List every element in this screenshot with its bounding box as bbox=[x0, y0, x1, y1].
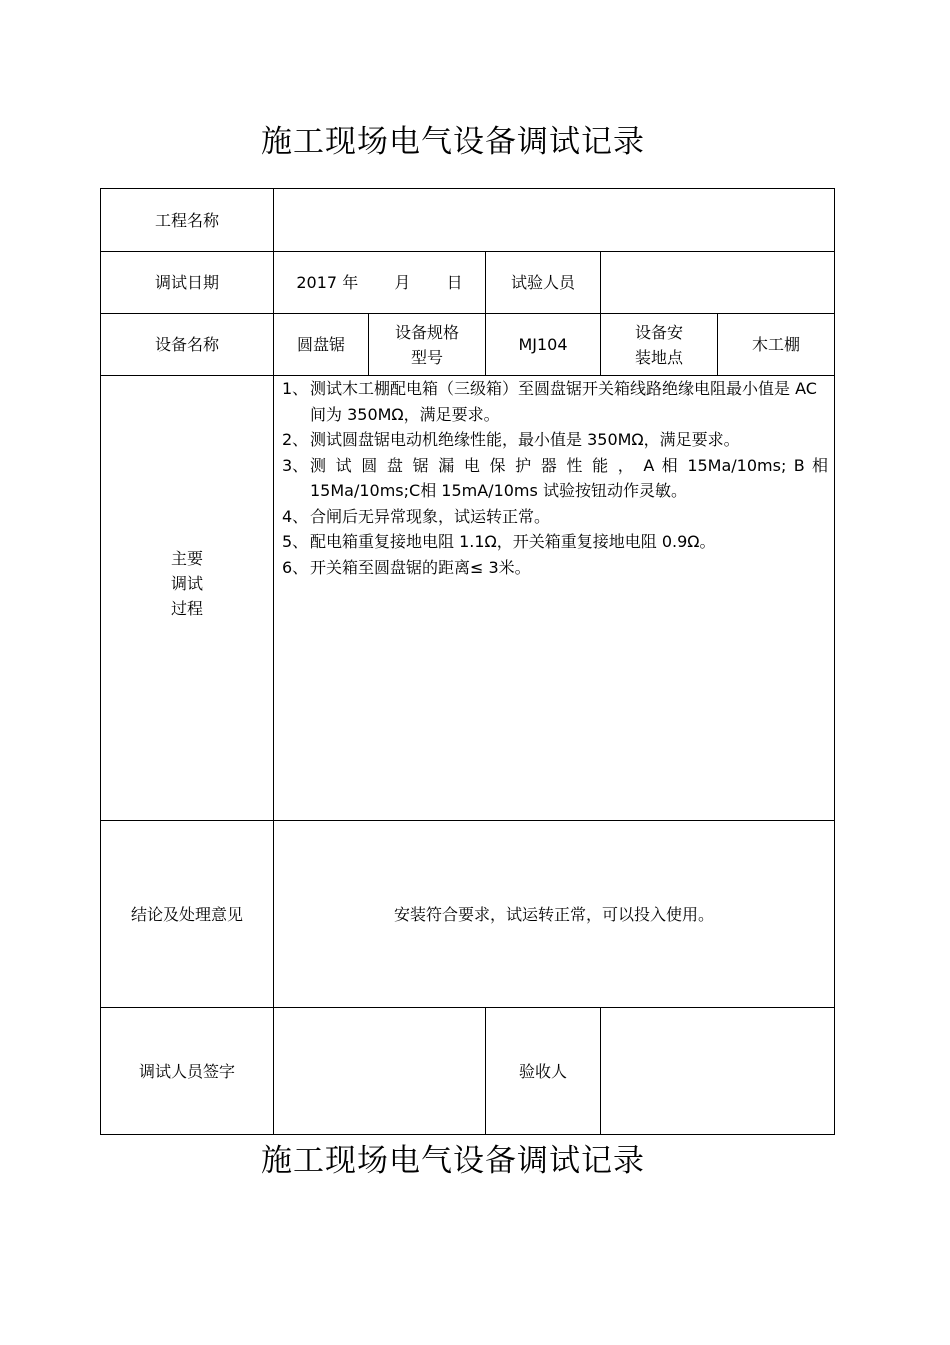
row-project bbox=[101, 189, 835, 252]
process-step: 5、 配电箱重复接地电阻 1.1Ω，开关箱重复接地电阻 0.9Ω。 bbox=[282, 532, 716, 551]
process-label-line1: 主要 bbox=[170, 548, 203, 568]
process-label-line2: 调试 bbox=[170, 573, 203, 593]
equipment-name-value: 圆盘锯 bbox=[274, 314, 369, 376]
tester-value bbox=[601, 252, 835, 314]
page-title: 施工现场电气设备调试记录 bbox=[261, 124, 645, 160]
page-title-repeat: 施工现场电气设备调试记录 bbox=[261, 1143, 645, 1179]
process-step: 3、 测 试 圆 盘 锯 漏 电 保 护 器 性 能 ， A 相 15Ma/10ms; B 相 15Ma/10ms;C相 15mA/10ms 试验按钮动作灵敏。 bbox=[282, 455, 829, 500]
equipment-model-value: MJ104 bbox=[486, 314, 601, 376]
equipment-location-value: 木工棚 bbox=[718, 314, 835, 376]
process-step: 6、 开关箱至圆盘锯的距离≤ 3米。 bbox=[282, 557, 531, 577]
equipment-location-label bbox=[601, 314, 718, 376]
tester-label: 试验人员 bbox=[486, 252, 601, 314]
date-label: 调试日期 bbox=[101, 252, 274, 314]
process-label bbox=[101, 376, 274, 821]
equipment-name-label: 设备名称 bbox=[101, 314, 274, 376]
location-label-line1: 设备安 bbox=[634, 322, 683, 342]
process-content bbox=[274, 376, 835, 821]
date-value bbox=[274, 252, 486, 314]
process-step: 2、 测试圆盘锯电动机绝缘性能，最小值是 350MΩ，满足要求。 bbox=[282, 430, 740, 449]
conclusion-label: 结论及处理意见 bbox=[101, 821, 274, 1008]
signature-tester-label: 调试人员签字 bbox=[101, 1008, 274, 1135]
date-year-unit: 年 bbox=[342, 273, 359, 292]
process-step: 1、 测试木工棚配电箱（三级箱）至圆盘锯开关箱线路绝缘电阻最小值是 AC间为 350MΩ，满足要求。 bbox=[282, 379, 817, 424]
debug-record-table bbox=[100, 188, 835, 1135]
model-label-line1: 设备规格 bbox=[394, 322, 459, 342]
row-conclusion bbox=[101, 821, 835, 1008]
project-value bbox=[274, 189, 835, 252]
signature-acceptor-value bbox=[601, 1008, 835, 1135]
row-date bbox=[101, 252, 835, 314]
project-label: 工程名称 bbox=[101, 189, 274, 252]
signature-acceptor-label: 验收人 bbox=[486, 1008, 601, 1135]
date-year: 2017 bbox=[296, 273, 338, 292]
process-steps bbox=[282, 376, 828, 580]
row-signature bbox=[101, 1008, 835, 1135]
date-day-unit: 日 bbox=[446, 273, 463, 292]
process-label-line3: 过程 bbox=[170, 598, 203, 618]
location-label-line2: 装地点 bbox=[634, 347, 683, 367]
row-process bbox=[101, 376, 835, 821]
process-step: 4、 合闸后无异常现象，试运转正常。 bbox=[282, 506, 551, 526]
row-equipment bbox=[101, 314, 835, 376]
signature-tester-value bbox=[274, 1008, 486, 1135]
date-month-unit: 月 bbox=[394, 273, 411, 292]
equipment-model-label bbox=[369, 314, 486, 376]
model-label-line2: 型号 bbox=[410, 347, 443, 367]
conclusion-value: 安装符合要求，试运转正常，可以投入使用。 bbox=[274, 821, 835, 1008]
